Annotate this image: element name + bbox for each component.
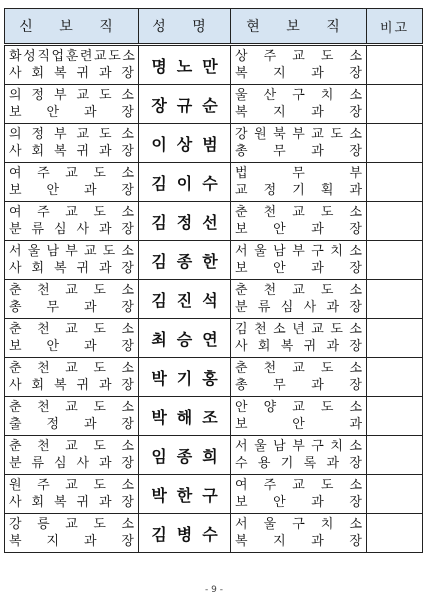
post-line: 여 주 교 도 소: [9, 205, 134, 220]
post-line: 사 회 복 귀 과 장: [9, 144, 134, 159]
current-post-cell: [231, 85, 367, 124]
table-row: [5, 397, 423, 436]
header-current-post: 현 보 직: [231, 9, 367, 45]
current-post-cell: [231, 436, 367, 475]
post-line: 춘 천 교 도 소: [235, 283, 362, 298]
post-line: 서 울 남 부 구 치 소: [235, 244, 362, 259]
new-post-cell: [5, 358, 139, 397]
name-cell: 최승연: [139, 319, 231, 358]
header-new-post: 신 보 직: [5, 9, 139, 45]
current-post-cell: [231, 124, 367, 163]
post-line: 사 회 복 귀 과 장: [9, 261, 134, 276]
name-cell: 김병수: [139, 514, 231, 553]
name-cell: 김이수: [139, 163, 231, 202]
post-line: 춘 천 교 도 소: [9, 283, 134, 298]
post-line: 보 안 과 장: [235, 261, 362, 276]
new-post-cell: [5, 436, 139, 475]
post-line: 사 회 복 귀 과 장: [9, 378, 134, 393]
post-line: 사 회 복 귀 과 장: [235, 339, 362, 354]
remark-cell: [367, 202, 423, 241]
post-line: 춘 천 교 도 소: [9, 322, 134, 337]
table-row: [5, 241, 423, 280]
table-body: [5, 45, 423, 553]
new-post-cell: [5, 45, 139, 85]
post-line: 원 주 교 도 소: [9, 478, 134, 493]
remark-cell: [367, 241, 423, 280]
current-post-cell: [231, 45, 367, 85]
post-line: 춘 천 교 도 소: [9, 400, 134, 415]
name-cell: 임종희: [139, 436, 231, 475]
post-line: 의 정 부 교 도 소: [9, 88, 134, 103]
post-line: 안 양 교 도 소: [235, 400, 362, 415]
post-line: 여 주 교 도 소: [9, 166, 134, 181]
table-row: [5, 45, 423, 85]
table-row: [5, 85, 423, 124]
remark-cell: [367, 319, 423, 358]
personnel-table: [4, 8, 423, 553]
current-post-cell: [231, 280, 367, 319]
current-post-cell: [231, 241, 367, 280]
post-line: 춘 천 교 도 소: [235, 205, 362, 220]
remark-cell: [367, 124, 423, 163]
remark-cell: [367, 475, 423, 514]
post-line: 출 정 과 장: [9, 417, 134, 432]
post-line: 김 천 소 년 교 도 소: [235, 322, 362, 337]
new-post-cell: [5, 124, 139, 163]
name-cell: 명노만: [139, 45, 231, 85]
table-row: [5, 358, 423, 397]
post-line: 보 안 과 장: [235, 495, 362, 510]
post-line: 의 정 부 교 도 소: [9, 127, 134, 142]
remark-cell: [367, 163, 423, 202]
page-number: - 9 -: [205, 585, 223, 595]
post-line: 춘 천 교 도 소: [9, 439, 134, 454]
remark-cell: [367, 45, 423, 85]
post-line: 서 울 남 부 구 치 소: [235, 439, 362, 454]
post-line: 총 무 과 장: [9, 300, 134, 315]
current-post-cell: [231, 319, 367, 358]
post-line: 분 류 심 사 과 장: [9, 456, 134, 471]
post-line: 울 산 구 치 소: [235, 88, 362, 103]
table-row: [5, 475, 423, 514]
new-post-cell: [5, 475, 139, 514]
table-row: [5, 280, 423, 319]
post-line: 보 안 과 장: [9, 183, 134, 198]
post-line: 법 무 부: [235, 166, 362, 181]
post-line: 복 지 과 장: [235, 534, 362, 549]
post-line: 서 울 구 치 소: [235, 517, 362, 532]
current-post-cell: [231, 475, 367, 514]
new-post-cell: [5, 280, 139, 319]
current-post-cell: [231, 202, 367, 241]
new-post-cell: [5, 241, 139, 280]
post-line: 분 류 심 사 과 장: [235, 300, 362, 315]
post-line: 춘 천 교 도 소: [235, 361, 362, 376]
post-line: 여 주 교 도 소: [235, 478, 362, 493]
current-post-cell: [231, 397, 367, 436]
name-cell: 김종한: [139, 241, 231, 280]
current-post-cell: [231, 514, 367, 553]
post-line: 복 지 과 장: [9, 534, 134, 549]
remark-cell: [367, 514, 423, 553]
post-line: 교 정 기 획 과: [235, 183, 362, 198]
name-cell: 김진석: [139, 280, 231, 319]
name-cell: 김정선: [139, 202, 231, 241]
post-line: 강 원 북 부 교 도 소: [235, 127, 362, 142]
post-line: 사 회 복 귀 과 장: [9, 495, 134, 510]
post-line: 복 지 과 장: [235, 66, 362, 81]
remark-cell: [367, 436, 423, 475]
current-post-cell: [231, 358, 367, 397]
new-post-cell: [5, 514, 139, 553]
post-line: 서 울 남 부 교 도 소: [9, 244, 134, 259]
remark-cell: [367, 397, 423, 436]
table-row: [5, 436, 423, 475]
new-post-cell: [5, 163, 139, 202]
remark-cell: [367, 85, 423, 124]
post-line: 춘 천 교 도 소: [9, 361, 134, 376]
name-cell: 장규순: [139, 85, 231, 124]
post-line: 수 용 기 록 과 장: [235, 456, 362, 471]
table-row: [5, 163, 423, 202]
post-line: 총 무 과 장: [235, 378, 362, 393]
name-cell: 이상범: [139, 124, 231, 163]
name-cell: 박기홍: [139, 358, 231, 397]
post-line: 사 회 복 귀 과 장: [9, 66, 134, 81]
remark-cell: [367, 358, 423, 397]
current-post-cell: [231, 163, 367, 202]
post-line: 총 무 과 장: [235, 144, 362, 159]
post-line: 보 안 과 장: [9, 105, 134, 120]
new-post-cell: [5, 202, 139, 241]
table-row: [5, 124, 423, 163]
name-cell: 박한구: [139, 475, 231, 514]
post-line: 보 안 과: [235, 417, 362, 432]
new-post-cell: [5, 319, 139, 358]
table-row: [5, 319, 423, 358]
post-line: 보 안 과 장: [9, 339, 134, 354]
remark-cell: [367, 280, 423, 319]
header-remark: 비고: [367, 9, 423, 45]
header-name: 성 명: [139, 9, 231, 45]
post-line: 화 성 직 업 훈 련 교 도 소: [9, 49, 134, 64]
new-post-cell: [5, 85, 139, 124]
name-cell: 박해조: [139, 397, 231, 436]
post-line: 분 류 심 사 과 장: [9, 222, 134, 237]
post-line: 상 주 교 도 소: [235, 49, 362, 64]
post-line: 보 안 과 장: [235, 222, 362, 237]
table-header: [5, 9, 423, 45]
table-row: [5, 514, 423, 553]
post-line: 복 지 과 장: [235, 105, 362, 120]
new-post-cell: [5, 397, 139, 436]
post-line: 강 릉 교 도 소: [9, 517, 134, 532]
table-row: [5, 202, 423, 241]
